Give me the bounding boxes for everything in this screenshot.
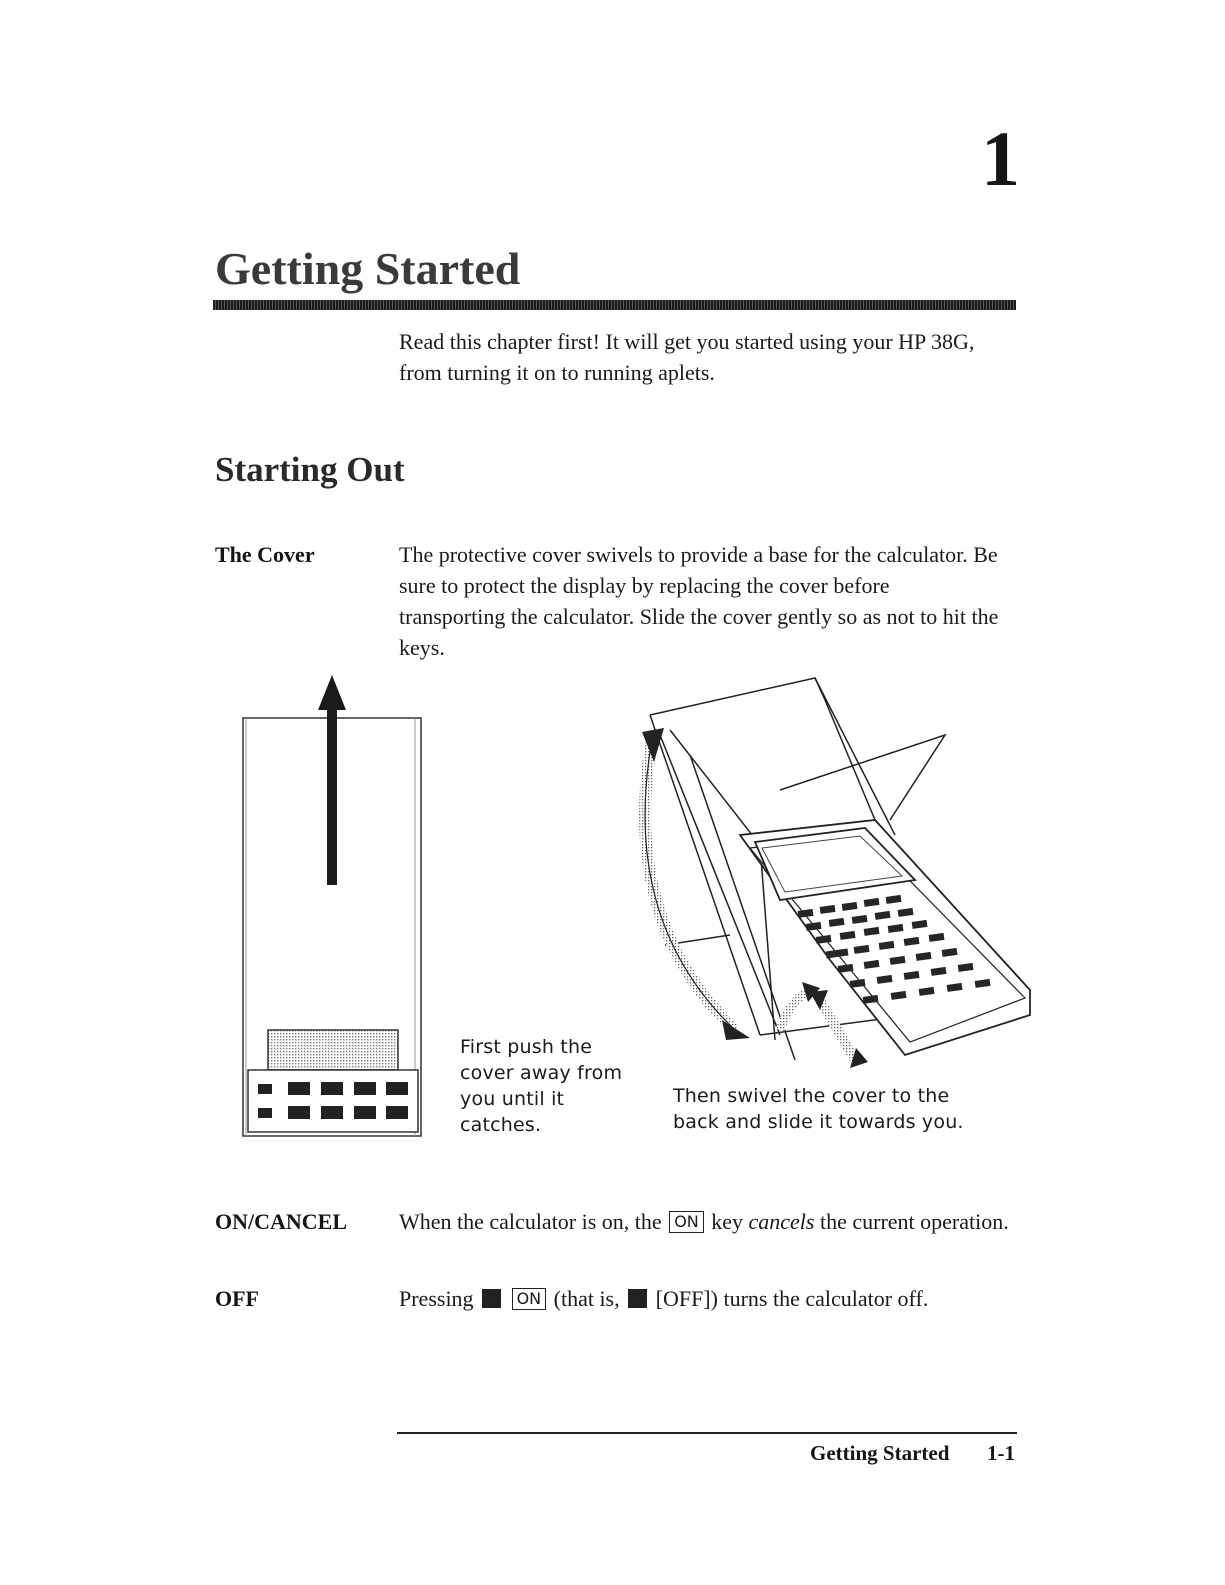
footer-title: Getting Started: [810, 1441, 950, 1465]
on-cancel-text-after: the current operation.: [819, 1209, 1009, 1234]
on-cancel-text-before: When the calculator is on, the: [399, 1209, 662, 1234]
intro-paragraph: Read this chapter first! It will get you started using your HP 38G, from turning it on to running aplets.: [399, 329, 975, 385]
on-cancel-emphasis: cancels: [748, 1209, 815, 1234]
off-text-before: Pressing: [399, 1286, 474, 1311]
off-text-end: [OFF]) turns the calculator off.: [655, 1286, 929, 1311]
on-key-icon: ON: [512, 1288, 547, 1310]
on-cancel-text-mid: key: [711, 1209, 744, 1234]
cover-swivel-illustration: [630, 670, 1035, 1075]
cover-label: The Cover: [215, 542, 315, 567]
cover-paragraph: The protective cover swivels to provide a base for the calculator. Be sure to protect the display by replacing the cover before transporting the calculator. Slide the cover gently so as not to hit the keys.: [399, 542, 999, 660]
chapter-number: 1: [981, 115, 1020, 202]
cover-push-illustration: [238, 670, 428, 1145]
shift-key-icon: [482, 1289, 501, 1308]
page-number: 1-1: [987, 1441, 1015, 1465]
on-cancel-paragraph: [399, 1206, 1019, 1237]
off-paragraph: [399, 1283, 1019, 1314]
caption-swivel: Then swivel the cover to the back and slide it towards you.: [673, 1085, 964, 1133]
off-text-after: (that is,: [553, 1286, 620, 1311]
on-key-icon: ON: [669, 1211, 704, 1233]
footer-rule: [397, 1432, 1017, 1434]
chapter-title: Getting Started: [215, 243, 521, 294]
title-rule: [213, 300, 1016, 310]
caption-push: First push the cover away from you until it catches.: [460, 1036, 623, 1136]
on-cancel-label: ON/CANCEL: [215, 1209, 348, 1234]
off-label: OFF: [215, 1286, 259, 1311]
section-heading: Starting Out: [215, 450, 405, 489]
shift-key-icon: [628, 1289, 647, 1308]
